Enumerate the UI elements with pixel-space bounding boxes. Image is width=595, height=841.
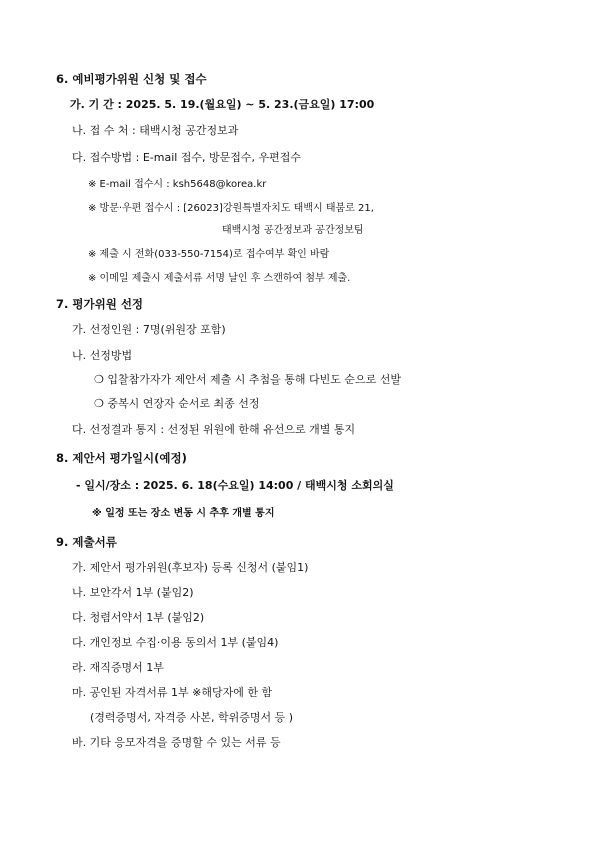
application-period: 가. 기 간 : 2025. 5. 19.(월요일) ~ 5. 23.(금요일) 17:00 <box>70 98 375 111</box>
section-9-heading: 9. 제출서류 <box>56 535 117 549</box>
section-7-heading: 7. 평가위원 선정 <box>56 297 144 311</box>
document-item: 다. 개인정보 수집·이용 동의서 1부 (붙임4) <box>72 636 279 649</box>
selection-bullet-2: ❍ 중복시 연장자 순서로 최종 선정 <box>94 397 260 410</box>
document-item: 가. 제안서 평가위원(후보자) 등록 신청서 (붙임1) <box>72 561 309 574</box>
selection-notice: 다. 선정결과 통지 : 선정된 위원에 한해 유선으로 개별 통지 <box>72 423 356 436</box>
visit-mail-note: ※ 방문·우편 접수시 : [26023]강원특별자치도 태백시 태붐로 21, <box>88 203 374 214</box>
selection-method: 나. 선정방법 <box>72 349 133 362</box>
section-6-heading: 6. 예비평가위원 신청 및 접수 <box>56 72 207 86</box>
submission-method: 다. 접수방법 : E-mail 접수, 방문접수, 우편접수 <box>72 151 302 164</box>
phone-note: ※ 제출 시 전화(033-550-7154)로 접수여부 확인 바람 <box>88 249 330 260</box>
visit-mail-note-cont: 태백시청 공간정보과 공간정보팀 <box>222 225 364 236</box>
schedule-change-note: ※ 일정 또는 장소 변동 시 추후 개별 통지 <box>92 508 275 519</box>
document-item: 바. 기타 응모자격을 증명할 수 있는 서류 등 <box>72 736 281 749</box>
reception-office: 나. 접 수 처 : 태백시청 공간정보과 <box>72 124 239 137</box>
selection-count: 가. 선정인원 : 7명(위원장 포함) <box>72 323 226 336</box>
document-item: 나. 보안각서 1부 (붙임2) <box>72 586 194 599</box>
document-item: 라. 재직증명서 1부 <box>72 661 164 674</box>
evaluation-schedule: - 일시/장소 : 2025. 6. 18(수요일) 14:00 / 태백시청 소회의실 <box>76 479 394 492</box>
section-8-heading: 8. 제안서 평가일시(예정) <box>56 451 187 465</box>
document-item: 다. 청렴서약서 1부 (붙임2) <box>72 611 205 624</box>
email-note: ※ E-mail 접수시 : ksh5648@korea.kr <box>88 179 267 190</box>
document-item-detail: (경력증명서, 자격증 사본, 학위증명서 등 ) <box>90 711 294 724</box>
selection-bullet-1: ❍ 입찰참가자가 제안서 제출 시 추첨을 통해 다빈도 순으로 선발 <box>94 373 401 386</box>
document-item: 마. 공인된 자격서류 1부 ※해당자에 한 함 <box>72 686 273 699</box>
scan-note: ※ 이메일 제출시 제출서류 서명 날인 후 스캔하여 첨부 제출. <box>88 273 351 284</box>
